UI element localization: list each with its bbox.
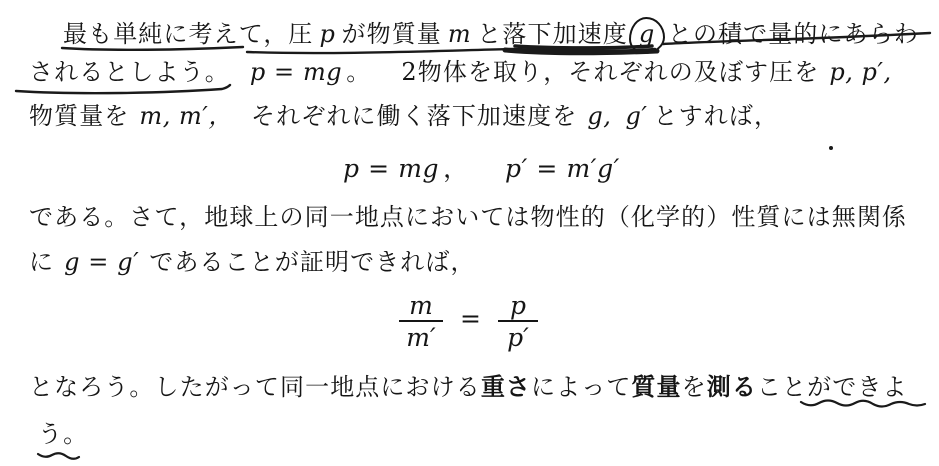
equals-sign: = (460, 304, 481, 333)
fraction-right-denominator: p′ (507, 323, 529, 352)
line1-text: 圧 (288, 20, 314, 48)
variable-m: m (447, 20, 472, 48)
fraction-left-denominator: m′ (406, 323, 436, 352)
wavy-underlined-phrase-2: う。 (38, 420, 89, 448)
underlined-phrase-2: されるとしよう。 (29, 58, 230, 86)
paragraph-line-2 (29, 57, 892, 87)
wavy-underlined-phrase: ができよ (807, 373, 908, 401)
ink-speck (829, 146, 833, 150)
line5-text: である。さて，地球上の同一地点においては物性的（化学的）性質には無関係 (29, 203, 908, 231)
line6-text2: であることが証明できれば， (149, 248, 476, 276)
fraction-left (399, 292, 443, 351)
variable-g-comma: g, (587, 102, 612, 130)
fraction-right (498, 292, 538, 351)
variable-m-comma: m, (139, 102, 171, 130)
inline-formula-p-mg: p = mg (249, 58, 343, 86)
inline-formula-g-equals: g = g′ (64, 248, 140, 276)
line1-text4: との積で量的にあらわ (667, 20, 919, 48)
paragraph-line-1 (63, 17, 919, 54)
paragraph-line-5 (29, 202, 907, 232)
variable-p: p (319, 20, 336, 48)
fraction-right-numerator: p (509, 291, 526, 320)
line8-text3: を (681, 373, 707, 401)
line2-period: 。 (346, 58, 372, 86)
line2-text: 2物体を取り，それぞれの及ぼす圧を (401, 58, 820, 86)
circle-annotation (629, 17, 665, 54)
line1-text3: と落下加速度 (477, 20, 628, 48)
paragraph-line-8 (29, 372, 908, 402)
fraction-bar (498, 320, 538, 322)
display-equation-fraction (399, 292, 538, 351)
bold-term-measure: 測る (706, 372, 757, 401)
variable-m-prime-comma: m′， (179, 102, 234, 130)
fraction-bar (399, 320, 443, 322)
line3-text2: それぞれに働く落下加速度を (251, 102, 578, 130)
fraction-left-numerator: m (409, 291, 433, 320)
equation1-rhs: p′ = m′g′ (504, 154, 620, 183)
line8-text2: によって (531, 373, 632, 401)
paragraph-line-3 (29, 101, 779, 131)
bold-term-mass: 質量 (631, 372, 682, 401)
line3-text1: 物質量を (29, 102, 130, 130)
variable-p-prime-comma: p′, (861, 58, 892, 86)
line3-text3: とすれば， (653, 102, 780, 130)
wavy-underline-2 (38, 453, 79, 459)
paragraph-line-6 (29, 247, 476, 277)
display-equation-1 (343, 149, 620, 185)
line1-text2: が物質量 (341, 20, 442, 48)
equation1-lhs: p = mg (343, 154, 440, 183)
underlined-phrase-intro: 最も単純に考えて， (63, 20, 289, 48)
line8-text1: となろう。したがって同一地点における (29, 373, 481, 401)
paragraph-line-9 (38, 419, 88, 449)
bold-term-weight: 重さ (480, 372, 532, 401)
variable-p-comma: p, (829, 58, 854, 86)
line6-text1: に (29, 248, 55, 276)
variable-g-prime: g′ (625, 102, 648, 130)
equation1-comma: ， (443, 154, 469, 183)
line8-text4: こと (756, 373, 808, 401)
variable-g-circled: g (638, 20, 655, 48)
